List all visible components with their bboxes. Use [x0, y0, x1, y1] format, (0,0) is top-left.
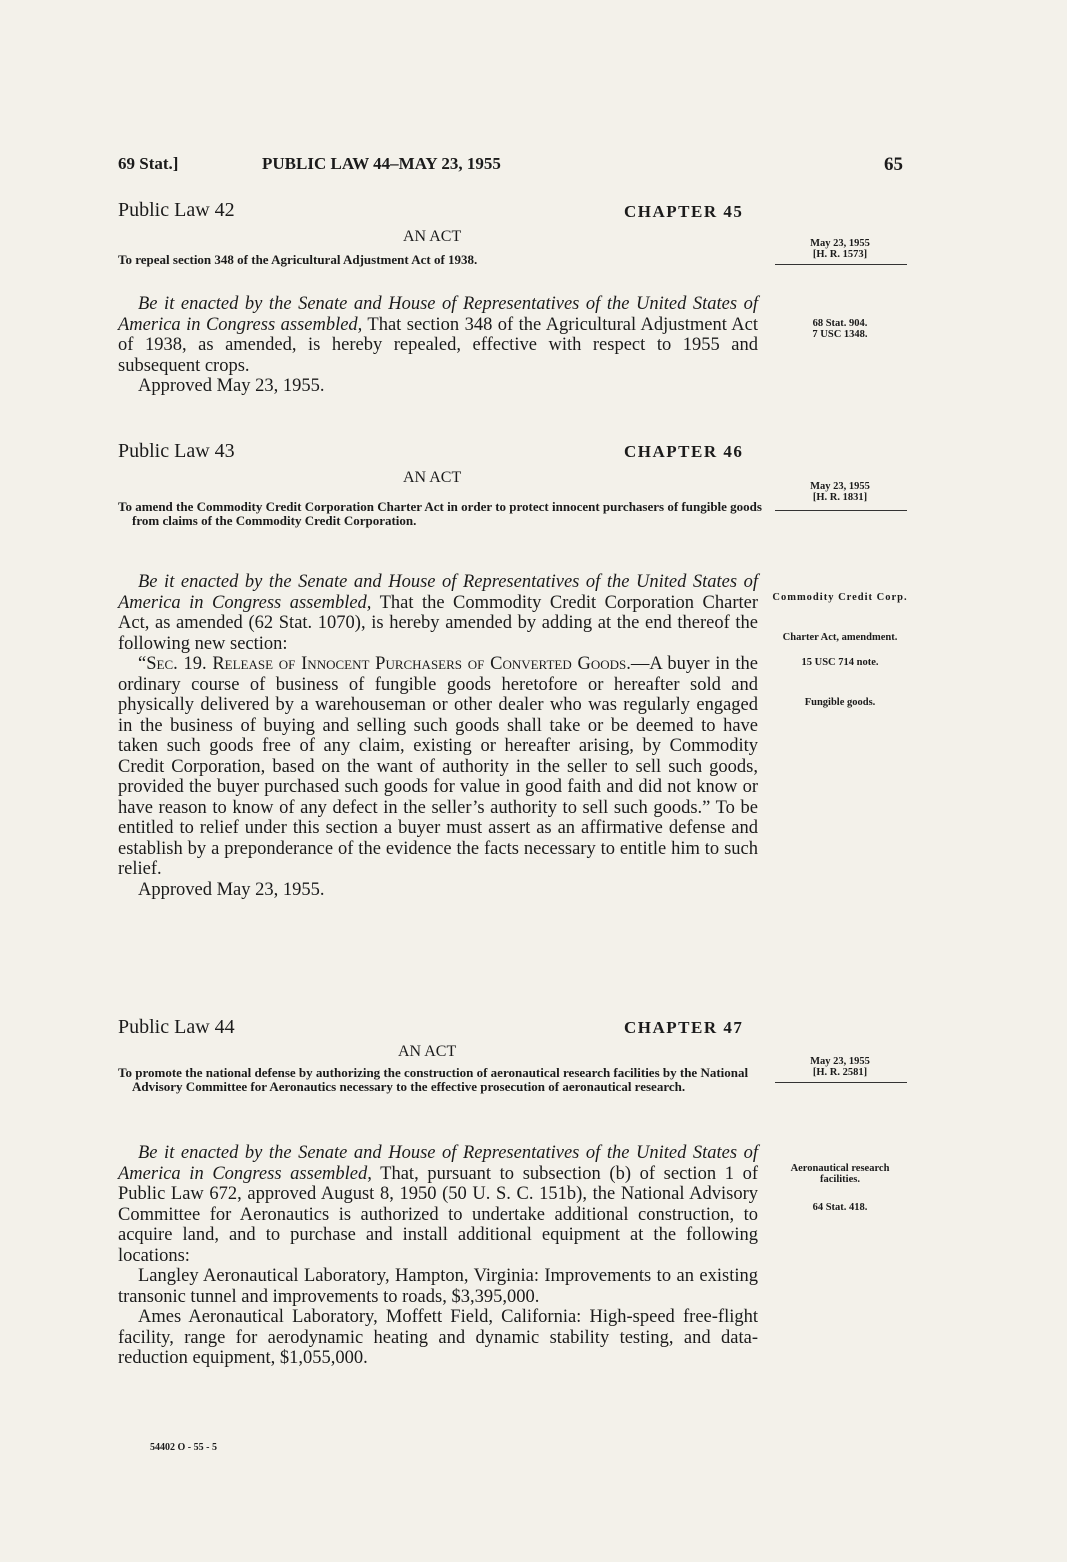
margin-note: 68 Stat. 904. [812, 318, 868, 329]
margin-note: 64 Stat. 418. [812, 1202, 868, 1213]
enacting-clause: Be it enacted by the Senate and House of Representatives of the United States of America in Congress assembled, [118, 294, 758, 335]
body-text: That section 348 of the Agricultural Adjustment Act of 1938, as amended, is hereby repealed, effective with respect to 1955 and subsequent crops. [118, 314, 758, 376]
section-heading: “Sec. 19. Release of Innocent Purchasers of Converted Goods.— [138, 654, 650, 674]
an-act-label: AN ACT [398, 1043, 457, 1060]
margin-note: Commodity Credit Corp. [772, 592, 908, 603]
act-body [118, 572, 758, 900]
margin-rule [775, 264, 907, 265]
approved-line: Approved May 23, 1955. [138, 879, 325, 900]
enacting-clause: Be it enacted by the Senate and House of Representatives of the United States of America in Congress assembled, [118, 1143, 758, 1184]
margin-date: May 23, 1955 [810, 1056, 870, 1067]
margin-note: Charter Act, amendment. [782, 632, 898, 643]
an-act-label: AN ACT [403, 469, 462, 486]
an-act-label: AN ACT [403, 228, 462, 245]
margin-note: Fungible goods. [804, 697, 876, 708]
running-head-volume: 69 Stat.] [118, 154, 179, 173]
act-body [118, 1143, 758, 1369]
body-text: That, pursuant to subsection (b) of section 1 of Public Law 672, approved August 8, 1950 (50 U. S. C. 151b), the National Advisory Committee for Aeronautics is authorized to undertake additional construction, to acquire land, and to purchase and install additional equipment at the following locations: [118, 1163, 758, 1266]
list-item: Ames Aeronautical Laboratory, Moffett Field, California: High-speed free-flight facility, range for aerodynamic heating and dynamic stability testing, and data-reduction equipment, $1,055,000. [118, 1307, 758, 1368]
page-number: 65 [884, 154, 903, 175]
chapter-47-label: CHAPTER 47 [624, 1018, 744, 1037]
body-text: That the Commodity Credit Corporation Charter Act, as amended (62 Stat. 1070), is hereby amended by adding at the end thereof the following new section: [118, 592, 758, 654]
margin-rule [775, 1082, 907, 1083]
running-head-title: PUBLIC LAW 44–MAY 23, 1955 [262, 154, 501, 173]
margin-date: May 23, 1955 [810, 238, 870, 249]
enacting-clause: Be it enacted by the Senate and House of Representatives of the United States of America in Congress assembled, [118, 572, 758, 613]
margin-bill-number: [H. R. 1831] [812, 492, 868, 503]
section-text: A buyer in the ordinary course of business of fungible goods heretofore or hereafter sold and physically delivered by a warehouseman or other dealer who was regularly engaged in the business of buying and selling such goods shall take or be deemed to have taken such goods free of any claim, existing or hereafter arising, by Commodity Credit Corporation, based on the want of authority in the seller to sell such goods, provided the buyer purchased such goods for value in good faith and did not know or have reason to know of any defect in the seller’s authority to sell such goods.” To be entitled to relief under this section a buyer must assert as an affirmative defense and establish by a preponderance of the evidence the facts necessary to entitle him to such relief. [118, 654, 759, 879]
chapter-46-label: CHAPTER 46 [624, 442, 744, 461]
margin-bill-number: [H. R. 2581] [812, 1067, 868, 1078]
public-law-44-label: Public Law 44 [118, 1016, 235, 1038]
act-title: To amend the Commodity Credit Corporation Charter Act in order to protect innocent purchasers of fungible goods from claims of the Commodity Credit Corporation. [118, 499, 762, 528]
margin-date: May 23, 1955 [810, 481, 870, 492]
margin-bill-number: [H. R. 1573] [812, 249, 868, 260]
margin-note: Aeronautical research facilities. [790, 1163, 890, 1185]
act-title: To repeal section 348 of the Agricultural Adjustment Act of 1938. [118, 252, 478, 267]
approved-line: Approved May 23, 1955. [138, 376, 325, 396]
act-body [118, 294, 758, 397]
list-item: Langley Aeronautical Laboratory, Hampton, Virginia: Improvements to an existing transonic tunnel and improvements to roads, $3,395,000. [118, 1266, 758, 1307]
chapter-45-label: CHAPTER 45 [624, 202, 744, 221]
margin-rule [775, 510, 907, 511]
public-law-43-label: Public Law 43 [118, 440, 235, 462]
margin-note: 7 USC 1348. [812, 329, 868, 340]
margin-note: 15 USC 714 note. [801, 657, 879, 668]
public-law-42-label: Public Law 42 [118, 199, 235, 221]
act-title: To promote the national defense by authorizing the construction of aeronautical research facilities by the National Advisory Committee for Aeronautics necessary to the effective prosecution of aeronautical research. [118, 1065, 749, 1094]
print-code: 54402 O - 55 - 5 [150, 1442, 217, 1453]
